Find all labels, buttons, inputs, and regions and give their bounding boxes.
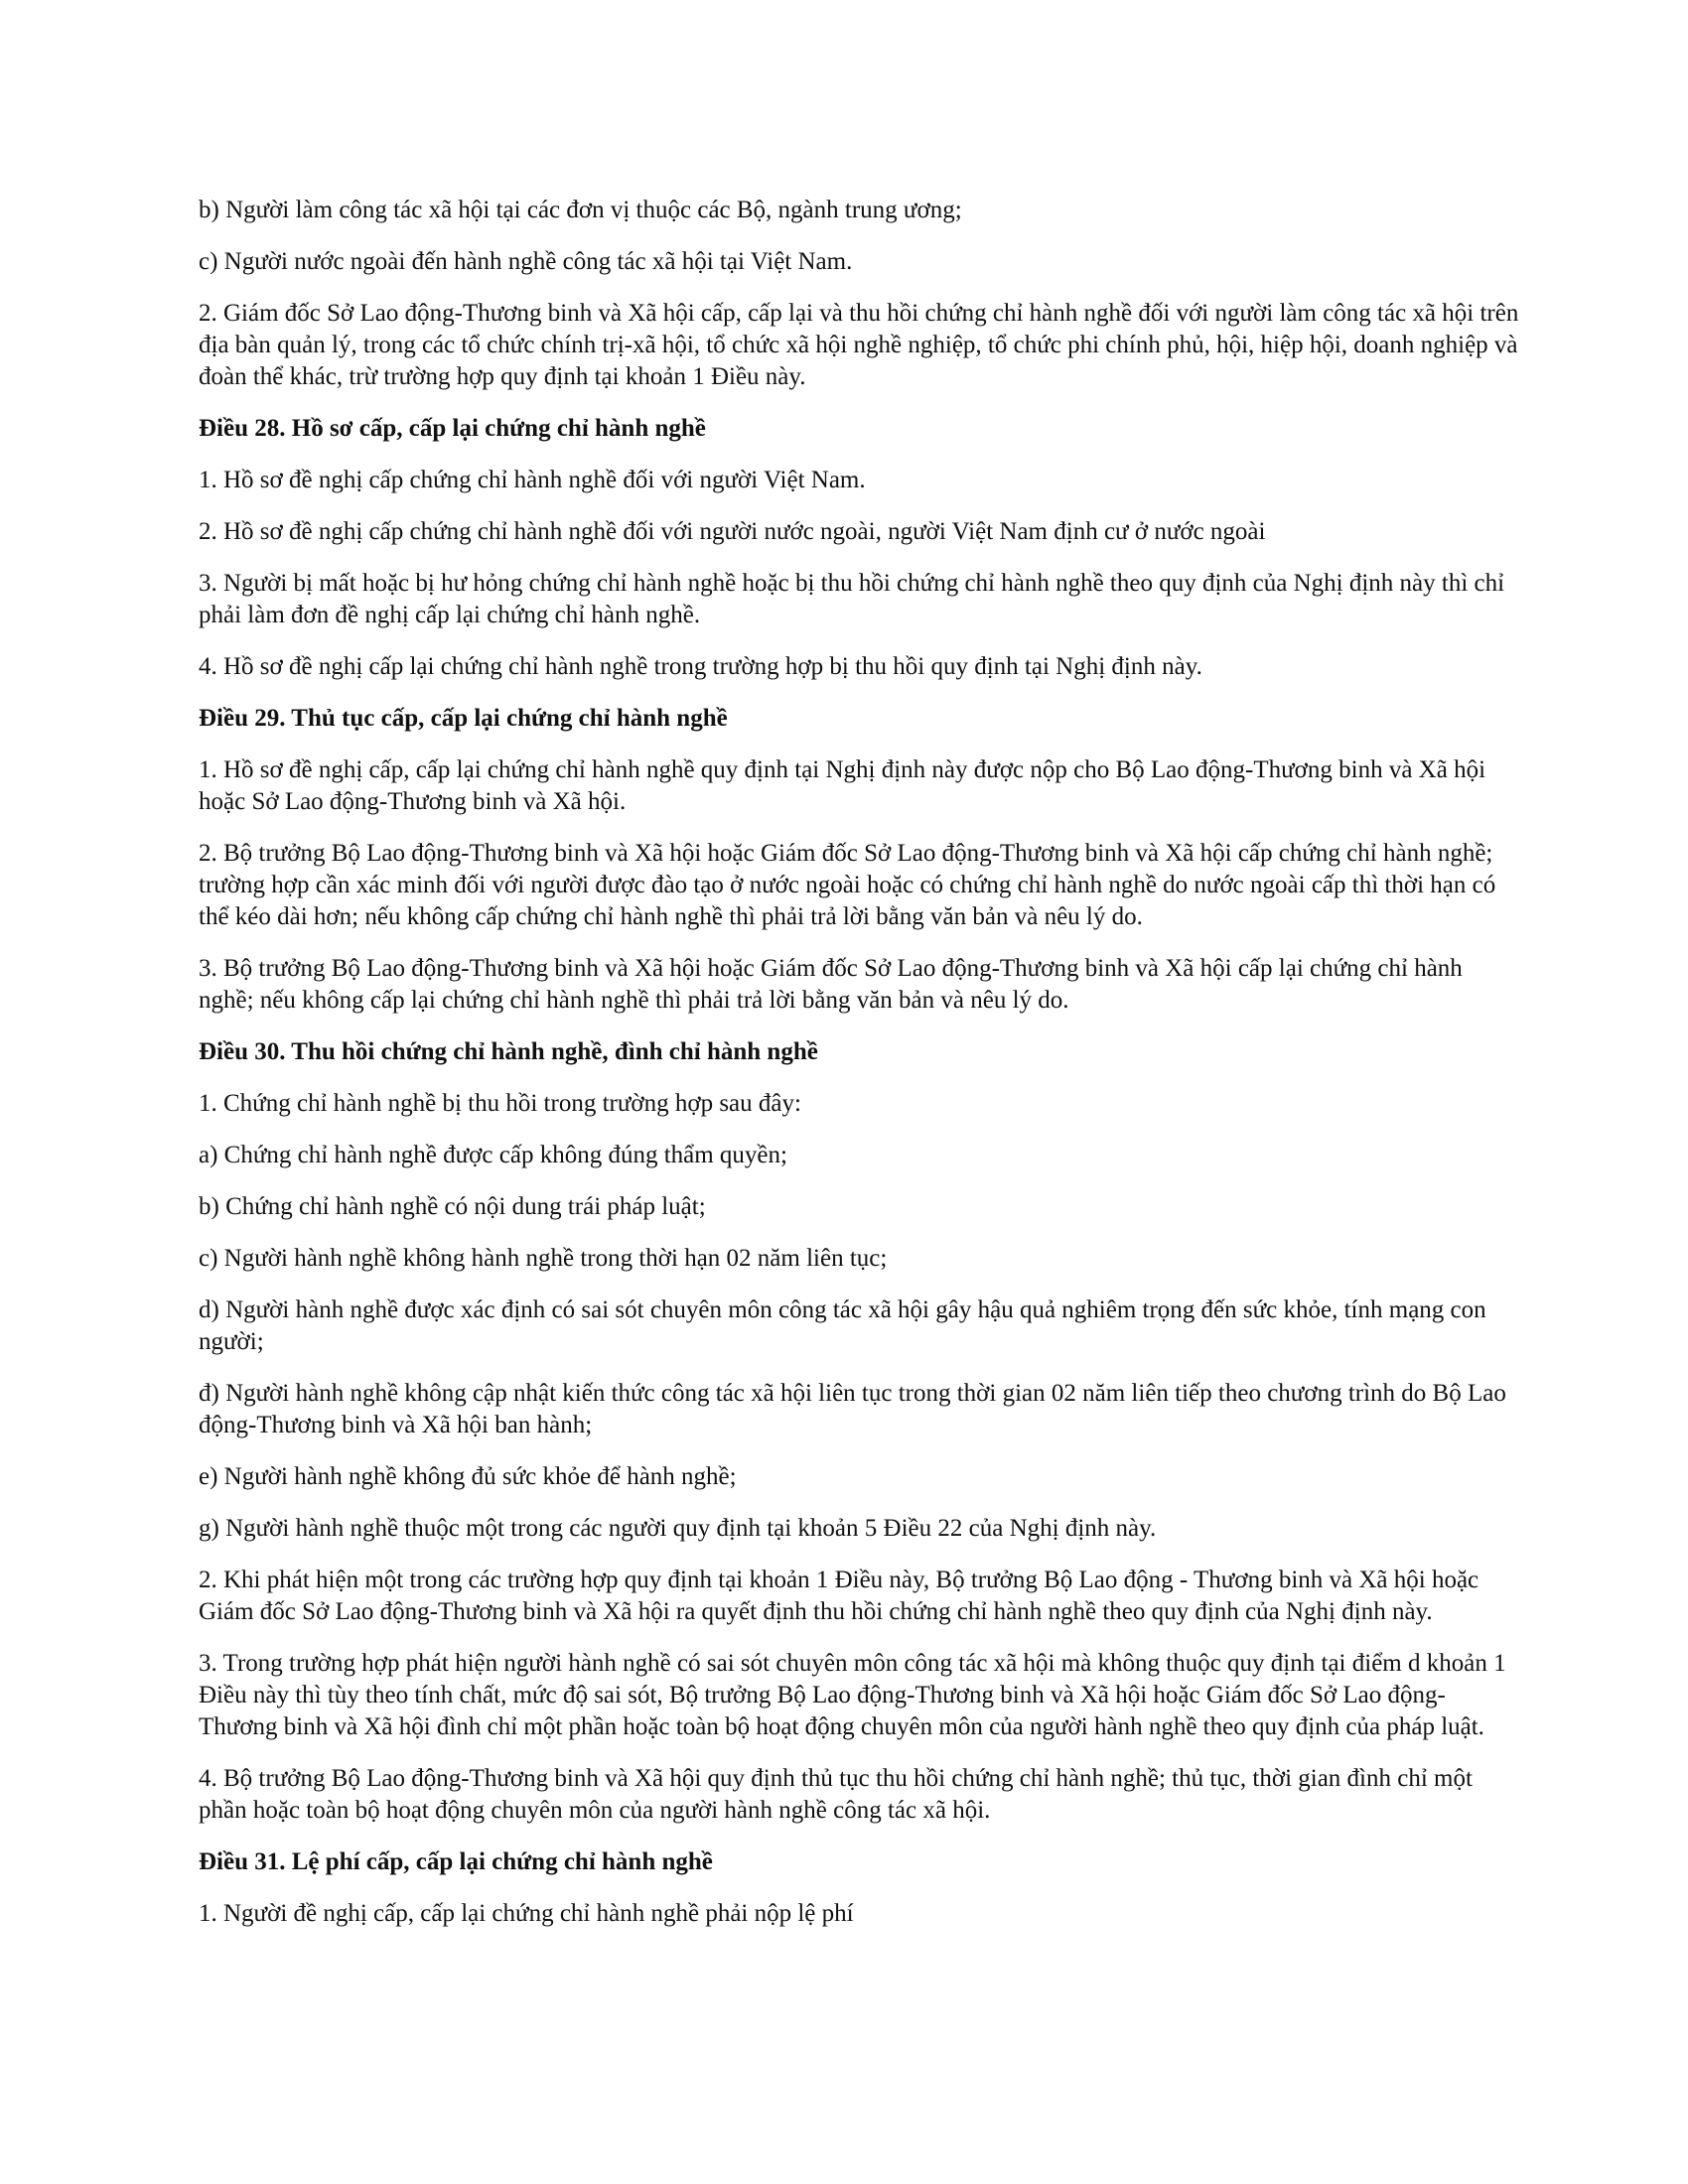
list-item: đ) Người hành nghề không cập nhật kiến thức công tác xã hội liên tục trong thời gian 02 năm liên tiếp theo chương trình do Bộ Lao động-Thương binh và Xã hội ban hành; [199,1380,1506,1438]
article-heading: Điều 31. Lệ phí cấp, cấp lại chứng chỉ hành nghề [199,1848,713,1875]
paragraph: 2. Hồ sơ đề nghị cấp chứng chỉ hành nghề đối với người nước ngoài, người Việt Nam định cư ở nước ngoài [199,518,1266,545]
document-page [199,195,1519,1950]
paragraph: 2. Giám đốc Sở Lao động-Thương binh và Xã hội cấp, cấp lại và thu hồi chứng chỉ hành nghề đối với người làm công tác xã hội trên địa bàn quản lý, trong các tổ chức chính trị-xã hội, tổ chức xã hội nghề nghiệp, tổ chức phi chính phủ, hội, hiệp hội, doanh nghiệp và đoàn thể khác, trừ trường hợp quy định tại khoản 1 Điều này. [199,300,1519,390]
list-item: e) Người hành nghề không đủ sức khỏe để hành nghề; [199,1463,737,1490]
list-item: b) Chứng chỉ hành nghề có nội dung trái pháp luật; [199,1193,706,1220]
paragraph: 3. Bộ trưởng Bộ Lao động-Thương binh và Xã hội hoặc Giám đốc Sở Lao động-Thương binh và Xã hội cấp lại chứng chỉ hành nghề; nếu không cấp lại chứng chỉ hành nghề thì phải trả lời bằng văn bản và nêu lý do. [199,955,1463,1014]
paragraph: 4. Bộ trưởng Bộ Lao động-Thương binh và Xã hội quy định thủ tục thu hồi chứng chỉ hành nghề; thủ tục, thời gian đình chỉ một phần hoặc toàn bộ hoạt động chuyên môn của người hành nghề công tác xã hội. [199,1765,1473,1824]
article-heading: Điều 29. Thủ tục cấp, cấp lại chứng chỉ hành nghề [199,705,728,732]
paragraph: 1. Người đề nghị cấp, cấp lại chứng chỉ hành nghề phải nộp lệ phí [199,1900,854,1927]
paragraph: 3. Trong trường hợp phát hiện người hành nghề có sai sót chuyên môn công tác xã hội mà không thuộc quy định tại điểm d khoản 1 Điều này thì tùy theo tính chất, mức độ sai sót, Bộ trưởng Bộ Lao động-Thương binh và Xã hội hoặc Giám đốc Sở Lao động-Thương binh và Xã hội đình chỉ một phần hoặc toàn bộ hoạt động chuyên môn của người hành nghề theo quy định của pháp luật. [199,1650,1506,1740]
paragraph: 2. Bộ trưởng Bộ Lao động-Thương binh và Xã hội hoặc Giám đốc Sở Lao động-Thương binh và Xã hội cấp chứng chỉ hành nghề; trường hợp cần xác minh đối với người được đào tạo ở nước ngoài hoặc có chứng chỉ hành nghề do nước ngoài cấp thì thời hạn có thể kéo dài hơn; nếu không cấp chứng chỉ hành nghề thì phải trả lời bằng văn bản và nêu lý do. [199,840,1496,930]
list-item: g) Người hành nghề thuộc một trong các người quy định tại khoản 5 Điều 22 của Nghị định này. [199,1515,1157,1542]
paragraph: 4. Hồ sơ đề nghị cấp lại chứng chỉ hành nghề trong trường hợp bị thu hồi quy định tại Nghị định này. [199,653,1202,680]
paragraph: 3. Người bị mất hoặc bị hư hỏng chứng chỉ hành nghề hoặc bị thu hồi chứng chỉ hành nghề theo quy định của Nghị định này thì chỉ phải làm đơn đề nghị cấp lại chứng chỉ hành nghề. [199,570,1505,628]
list-item: b) Người làm công tác xã hội tại các đơn vị thuộc các Bộ, ngành trung ương; [199,197,962,223]
article-heading: Điều 28. Hồ sơ cấp, cấp lại chứng chỉ hành nghề [199,415,706,442]
list-item: c) Người nước ngoài đến hành nghề công tác xã hội tại Việt Nam. [199,248,853,275]
paragraph: 2. Khi phát hiện một trong các trường hợp quy định tại khoản 1 Điều này, Bộ trưởng Bộ Lao động - Thương binh và Xã hội hoặc Giám đốc Sở Lao động-Thương binh và Xã hội ra quyết định thu hồi chứng chỉ hành nghề theo quy định của Nghị định này. [199,1567,1479,1625]
list-item: a) Chứng chỉ hành nghề được cấp không đúng thẩm quyền; [199,1142,787,1168]
article-heading: Điều 30. Thu hồi chứng chỉ hành nghề, đình chỉ hành nghề [199,1038,818,1065]
paragraph: 1. Hồ sơ đề nghị cấp, cấp lại chứng chỉ hành nghề quy định tại Nghị định này được nộp cho Bộ Lao động-Thương binh và Xã hội hoặc Sở Lao động-Thương binh và Xã hội. [199,756,1486,815]
list-item: c) Người hành nghề không hành nghề trong thời hạn 02 năm liên tục; [199,1245,888,1272]
list-item: d) Người hành nghề được xác định có sai sót chuyên môn công tác xã hội gây hậu quả nghiêm trọng đến sức khỏe, tính mạng con người; [199,1297,1486,1355]
paragraph: 1. Hồ sơ đề nghị cấp chứng chỉ hành nghề đối với người Việt Nam. [199,467,866,493]
paragraph: 1. Chứng chỉ hành nghề bị thu hồi trong trường hợp sau đây: [199,1090,801,1117]
